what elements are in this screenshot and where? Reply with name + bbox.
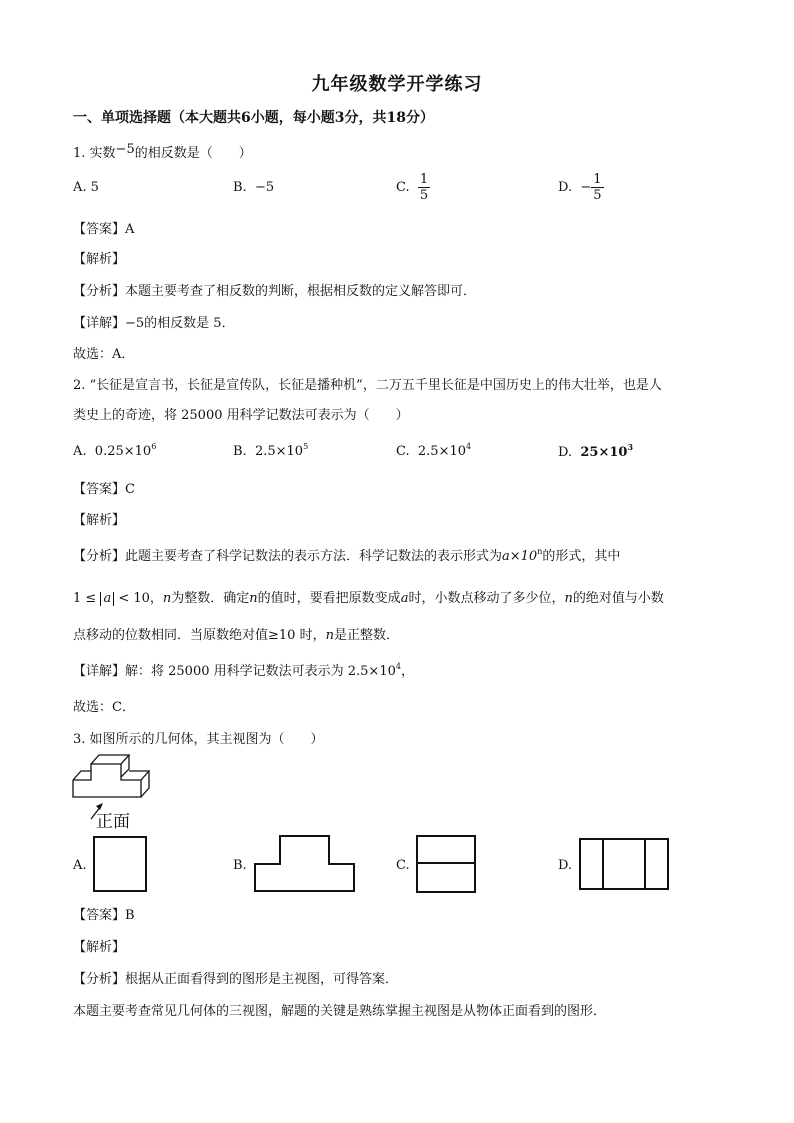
solid-top-block-side bbox=[121, 755, 129, 777]
q3-answer: 【答案】B bbox=[73, 908, 135, 923]
q2-fenxi-line3: 点移动的位数相同．当原数绝对值≥10 时，n是正整数． bbox=[73, 628, 399, 643]
solid-front-face bbox=[73, 764, 141, 797]
q2-option-b: B. $2.5\times 10^5$ bbox=[233, 442, 309, 459]
q2-fenxi-line1: 【分析】此题主要考查了科学记数法的表示方法．科学记数法的表示形式为$a\times 10^n$的形式，其中 bbox=[73, 547, 621, 564]
q3-option-c-figure bbox=[416, 835, 476, 893]
q1-answer: 【答案】A bbox=[73, 222, 135, 237]
section-heading: 一、单项选择题（本大题共6小题，每小题3分，共18分） bbox=[73, 110, 434, 126]
q1-analysis-head: 【解析】 bbox=[73, 252, 126, 267]
absolute-value-bars: a bbox=[100, 592, 114, 606]
q2-guxuan: 故选：C． bbox=[73, 700, 135, 715]
q1-guxuan: 故选：A． bbox=[73, 347, 135, 362]
page-title: 九年级数学开学练习 bbox=[311, 74, 483, 95]
q1-stem: 1. 实数$^{-5}$的相反数是（ ） bbox=[73, 142, 252, 161]
q2-stem-line2: 类史上的奇迹，将 25000 用科学记数法可表示为（ ） bbox=[73, 408, 409, 423]
q2-xiangjie: 【详解】解：将 25000 用科学记数法可表示为 $2.5\times 10^4$， bbox=[73, 662, 414, 679]
q3-summary: 本题主要考查常见几何体的三视图，解题的关键是熟练掌握主视图是从物体正面看到的图形． bbox=[73, 1004, 607, 1019]
q1-option-a: A. 5 bbox=[73, 180, 99, 195]
q1-option-c: C. $\frac{1}{5}$ bbox=[396, 172, 429, 203]
front-view-label: 正面 bbox=[96, 812, 130, 832]
q3-option-d-label: D. bbox=[558, 858, 573, 873]
q2-answer: 【答案】C bbox=[73, 482, 135, 497]
q1-stem-math: −5 bbox=[115, 142, 135, 157]
q3-option-b-label: B. bbox=[233, 858, 247, 873]
solid-top-block bbox=[91, 755, 129, 764]
q2-stem-line1: 2. “长征是宣言书，长征是宣传队，长征是播种机”，二万五千里长征是中国历史上的伟大壮举，也是人 bbox=[73, 378, 662, 393]
solid-left-top bbox=[73, 771, 91, 780]
q2-analysis-head: 【解析】 bbox=[73, 513, 126, 528]
q3-option-a-label: A. bbox=[73, 858, 87, 873]
q3-option-a-figure bbox=[93, 836, 147, 892]
q3-option-d-figure bbox=[579, 838, 669, 890]
q3-fenxi: 【分析】根据从正面看得到的图形是主视图，可得答案． bbox=[73, 972, 399, 987]
q1-fenxi: 【分析】本题主要考查了相反数的判断，根据相反数的定义解答即可． bbox=[73, 284, 477, 299]
q1-option-b: B. −5 bbox=[233, 180, 275, 195]
q3-option-b-figure bbox=[254, 835, 356, 892]
q1-option-c-fraction: $\frac{1}{5}$ bbox=[419, 172, 429, 203]
q2-option-d: D. $25\times 10^3$ bbox=[558, 442, 634, 460]
q1-option-d: D. − $\frac{1}{5}$ bbox=[558, 172, 602, 203]
solid-right-top bbox=[129, 771, 149, 780]
q1-option-d-fraction: $\frac{1}{5}$ bbox=[593, 172, 602, 203]
q3-option-c-label: C. bbox=[396, 858, 410, 873]
q2-option-c: C. $2.5\times 10^4$ bbox=[396, 442, 472, 459]
q3-analysis-head: 【解析】 bbox=[73, 940, 126, 955]
q3-stem: 3. 如图所示的几何体，其主视图为（ ） bbox=[73, 732, 324, 747]
q1-xiangjie: 【详解】−5的相反数是 5． bbox=[73, 316, 235, 331]
q2-fenxi-line2: 1 ≤ a < 10，n为整数．确定n的值时，要看把原数变成a时，小数点移动了多少位，n的绝对值与小数 bbox=[73, 591, 664, 606]
q2-option-a: A. $0.25\times 10^6$ bbox=[73, 442, 157, 459]
